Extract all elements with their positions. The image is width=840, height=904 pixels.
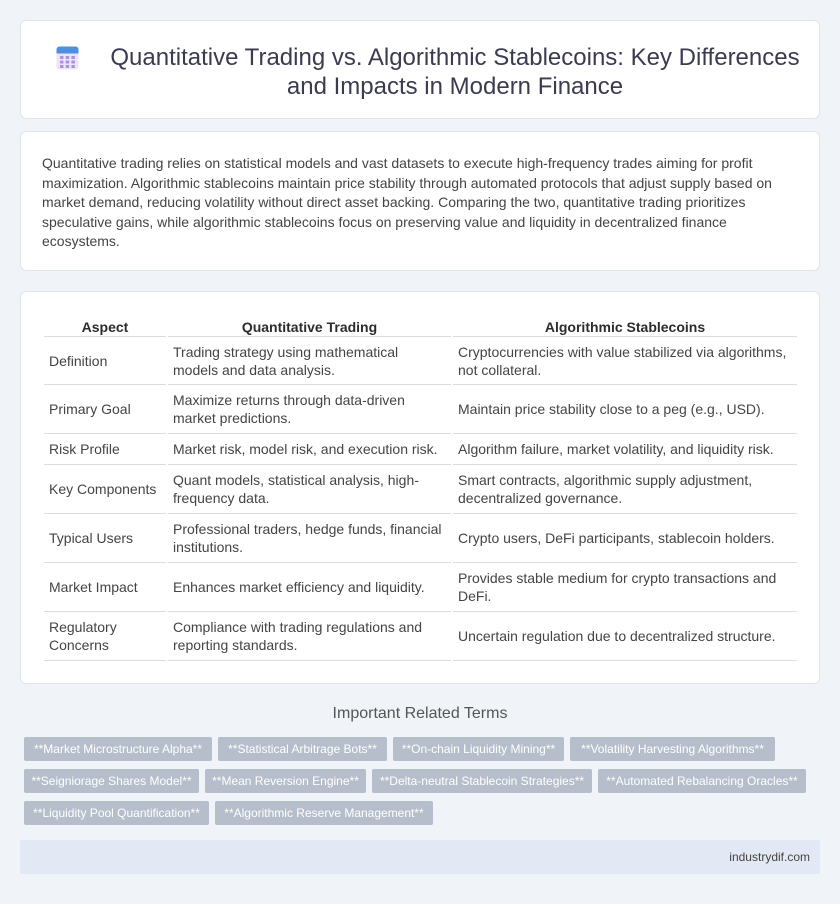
cell-quantitative-trading: Market risk, model risk, and execution risk.: [168, 434, 451, 465]
table-row: [44, 434, 797, 465]
cell-aspect: Definition: [44, 337, 166, 385]
related-terms-heading: Important Related Terms: [332, 705, 508, 722]
title-card: [20, 20, 820, 119]
cell-aspect: Typical Users: [44, 514, 166, 563]
related-term-tag[interactable]: **Algorithmic Reserve Management**: [215, 801, 433, 825]
cell-algorithmic-stablecoins: Cryptocurrencies with value stabilized via algorithms, not collateral.: [453, 337, 797, 385]
cell-aspect: Key Components: [44, 465, 166, 514]
cell-aspect: Regulatory Concerns: [44, 612, 166, 661]
related-term-tag[interactable]: **Volatility Harvesting Algorithms**: [570, 737, 775, 761]
related-term-tag[interactable]: **Seigniorage Shares Model**: [24, 769, 199, 793]
cell-algorithmic-stablecoins: Crypto users, DeFi participants, stablecoin holders.: [453, 514, 797, 563]
related-term-tag[interactable]: **Statistical Arbitrage Bots**: [218, 737, 387, 761]
related-term-tag[interactable]: **On-chain Liquidity Mining**: [393, 737, 564, 761]
intro-card: [20, 131, 820, 271]
cell-algorithmic-stablecoins: Maintain price stability close to a peg (e.g., USD).: [453, 385, 797, 434]
related-term-tag[interactable]: **Delta-neutral Stablecoin Strategies**: [372, 769, 592, 793]
table-row: [44, 337, 797, 385]
cell-algorithmic-stablecoins: Uncertain regulation due to decentralized structure.: [453, 612, 797, 661]
cell-quantitative-trading: Maximize returns through data-driven market predictions.: [168, 385, 451, 434]
cell-algorithmic-stablecoins: Provides stable medium for crypto transactions and DeFi.: [453, 563, 797, 612]
header-aspect: Aspect: [44, 317, 166, 337]
table-row: [44, 563, 797, 612]
cell-algorithmic-stablecoins: Smart contracts, algorithmic supply adjustment, decentralized governance.: [453, 465, 797, 514]
cell-quantitative-trading: Compliance with trading regulations and reporting standards.: [168, 612, 451, 661]
table-header-row: [44, 317, 797, 337]
header-algorithmic-stablecoins: Algorithmic Stablecoins: [453, 317, 797, 337]
cell-aspect: Market Impact: [44, 563, 166, 612]
cell-algorithmic-stablecoins: Algorithm failure, market volatility, and liquidity risk.: [453, 434, 797, 465]
table-row: [44, 385, 797, 434]
table-row: [44, 514, 797, 563]
cell-quantitative-trading: Enhances market efficiency and liquidity.: [168, 563, 451, 612]
cell-quantitative-trading: Quant models, statistical analysis, high-frequency data.: [168, 465, 451, 514]
intro-paragraph: Quantitative trading relies on statistical models and vast datasets to execute high-frequency trades aiming for profit maximization. Algorithmic stablecoins maintain price stability through automated protocols that adjust supply based on market demand, reducing volatility without direct asset backing. Comparing the two, quantitative trading prioritizes speculative gains, while algorithmic stablecoins focus on preserving value and liquidity in decentralized finance ecosystems.: [42, 155, 772, 250]
footer: [20, 840, 820, 874]
cell-quantitative-trading: Trading strategy using mathematical models and data analysis.: [168, 337, 451, 385]
related-term-tag[interactable]: **Automated Rebalancing Oracles**: [598, 769, 806, 793]
cell-aspect: Risk Profile: [44, 434, 166, 465]
comparison-table: [42, 317, 799, 661]
comparison-table-card: [20, 291, 820, 684]
table-row: [44, 465, 797, 514]
calculator-icon: [56, 46, 79, 70]
cell-aspect: Primary Goal: [44, 385, 166, 434]
page-title: Quantitative Trading vs. Algorithmic Stablecoins: Key Differences and Impacts in Modern Finance: [110, 44, 800, 100]
related-term-tag[interactable]: **Liquidity Pool Quantification**: [24, 801, 209, 825]
related-term-tag[interactable]: **Market Microstructure Alpha**: [24, 737, 212, 761]
header-quantitative-trading: Quantitative Trading: [168, 317, 451, 337]
footer-site-link[interactable]: industrydif.com: [729, 850, 810, 864]
related-term-tag[interactable]: **Mean Reversion Engine**: [205, 769, 366, 793]
cell-quantitative-trading: Professional traders, hedge funds, financial institutions.: [168, 514, 451, 563]
table-row: [44, 612, 797, 661]
